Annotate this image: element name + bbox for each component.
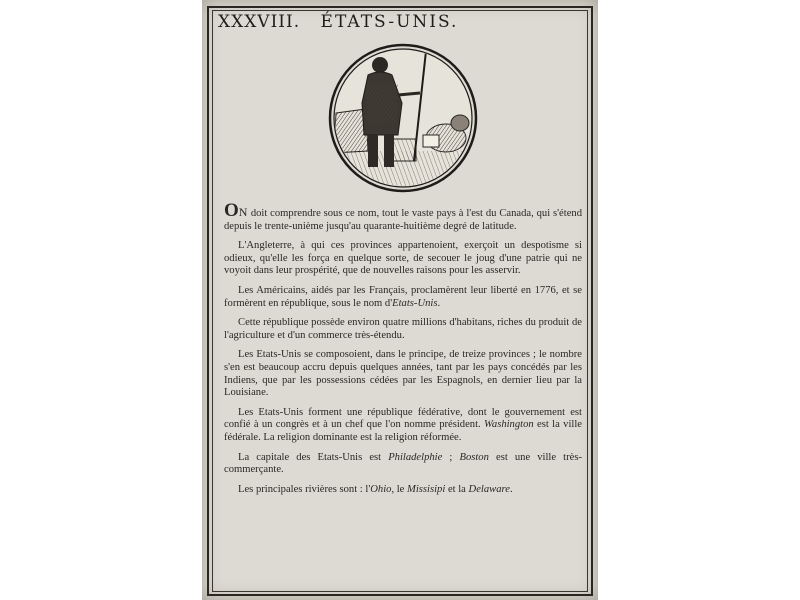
paragraph-2: L'Angleterre, à qui ces provinces appartenoient, exerçoit un despotisme si odieux, qu'elle les força en quelque sorte, de secouer le joug d'une patrie qui ne voyoit dans leur prospérité, que de nouvelles raisons pour les asservir. bbox=[224, 240, 582, 277]
paragraph-5: Les Etats-Unis se composoient, dans le principe, de treize provinces ; le nombre s'en est beaucoup accru depuis quelques années, tant par les pays concédés par les Indiens, que par les possessions cédées par les Espagnols, en dernier lieu par la Louisiane. bbox=[224, 349, 582, 399]
paragraph-4: Cette république possède environ quatre millions d'habitans, riches du produit de l'agriculture et d'un commerce très-étendu. bbox=[224, 317, 582, 341]
delaware-italic: Delaware bbox=[468, 483, 510, 495]
card-title: ÉTATS-UNIS. bbox=[320, 12, 459, 32]
engraved-figure-with-staff-medallion-icon bbox=[328, 43, 478, 193]
chapter-number: XXXVIII. bbox=[218, 12, 301, 32]
paragraph-8-c: , le bbox=[391, 483, 408, 495]
paragraph-6-text: Les Etats-Unis forment une république fédérative, dont le gouvernement est confié à un congrès et à un chef que l'on nomme président. bbox=[224, 406, 582, 431]
etats-unis-italic: Etats-Unis bbox=[392, 297, 438, 309]
small-caps: N bbox=[238, 205, 248, 219]
paragraph-8-a: Les principales rivières sont : l' bbox=[238, 483, 371, 495]
washington-italic: Washington bbox=[484, 419, 534, 431]
drop-cap: O bbox=[224, 200, 239, 221]
paragraph-7-c: ; bbox=[442, 451, 460, 463]
engraved-card bbox=[202, 0, 598, 600]
paragraph-3 bbox=[224, 285, 582, 310]
card-header bbox=[218, 12, 458, 32]
paragraph-8-e: et la bbox=[445, 483, 469, 495]
paragraph-7-a: La capitale des Etats-Unis est bbox=[238, 451, 389, 463]
paragraph-7-e: est une ville très-commerçante. bbox=[224, 451, 582, 476]
paragraph-1-text: doit comprendre sous ce nom, tout le vaste pays à l'est du Canada, qui s'étend depuis le trente-unième jusqu'au quarante-huitième degré de latitude. bbox=[224, 208, 582, 232]
ohio-italic: Ohio bbox=[370, 483, 392, 495]
body-text bbox=[224, 200, 582, 503]
paragraph-8-g: . bbox=[509, 483, 513, 495]
boston-italic: Boston bbox=[459, 451, 489, 463]
paragraph-6 bbox=[224, 407, 582, 445]
paragraph-1 bbox=[224, 200, 582, 233]
philadelphie-italic: Philadelphie bbox=[388, 451, 443, 463]
paragraph-8 bbox=[224, 484, 582, 497]
paragraph-3-end: . bbox=[437, 297, 441, 309]
paragraph-6-end: est la ville fédérale. La religion dominante est la religion réformée. bbox=[224, 419, 582, 443]
paragraph-7 bbox=[224, 452, 582, 477]
paragraph-3-text: Les Américains, aidés par les Français, proclamèrent leur liberté en 1776, et se formèrent en république, sous le nom d' bbox=[224, 284, 582, 309]
missisipi-italic: Missisipi bbox=[407, 483, 446, 495]
